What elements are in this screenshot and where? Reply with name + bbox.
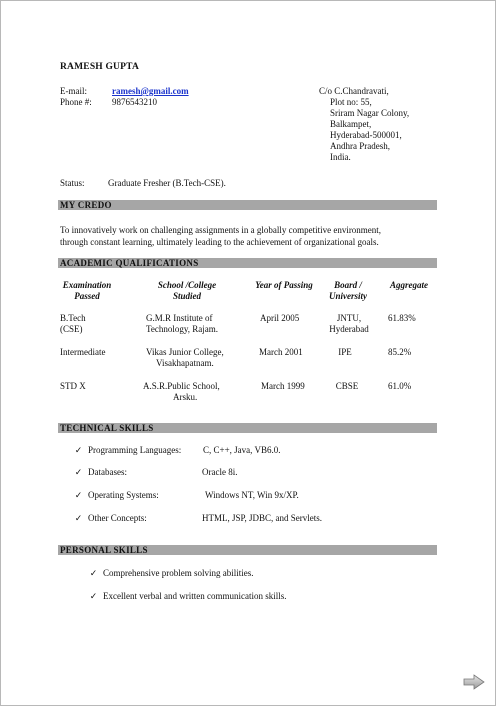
- list-item: [88, 591, 286, 602]
- checkmark-icon: ✓: [74, 445, 83, 455]
- list-item: [88, 568, 253, 579]
- section-heading-credo: MY CREDO: [58, 200, 437, 210]
- table-cell-exam: Intermediate: [60, 347, 106, 357]
- status-label: Status:: [60, 178, 85, 188]
- header-text: Year of Passing: [255, 280, 313, 290]
- skill-value: Oracle 8i.: [202, 467, 238, 477]
- address-line: Plot no: 55,: [330, 97, 372, 107]
- cell-text: G.M.R Institute of: [146, 313, 213, 323]
- table-cell-year: March 2001: [259, 347, 303, 357]
- table-cell-school: [146, 313, 218, 335]
- skill-label: Operating Systems:: [88, 490, 159, 500]
- list-item: [73, 490, 159, 501]
- header-text: Passed: [74, 291, 100, 301]
- header-text: Board /: [334, 280, 362, 290]
- skill-value: Windows NT, Win 9x/XP.: [205, 490, 299, 500]
- column-header-exam: [58, 280, 116, 302]
- skill-value: C, C++, Java, VB6.0.: [203, 445, 281, 455]
- candidate-name: RAMESH GUPTA: [60, 62, 140, 72]
- table-cell-aggregate: 61.83%: [388, 313, 416, 323]
- table-cell-aggregate: 61.0%: [388, 381, 412, 391]
- cell-text: Technology, Rajam.: [146, 324, 219, 334]
- cell-text: (CSE): [60, 324, 83, 334]
- cell-text: Visakhapatnam.: [156, 358, 214, 368]
- list-item: [73, 445, 181, 456]
- table-cell-board: IPE: [338, 347, 352, 357]
- address-line: Hyderabad-500001,: [330, 130, 402, 140]
- section-heading-personal: PERSONAL SKILLS: [58, 545, 437, 555]
- list-item: [73, 513, 147, 524]
- table-cell-exam: STD X: [60, 381, 86, 391]
- header-text: Examination: [62, 280, 112, 290]
- header-text: School /College: [157, 280, 217, 290]
- status-value: Graduate Fresher (B.Tech-CSE).: [108, 178, 226, 188]
- list-item: [73, 467, 127, 478]
- table-cell-school: [143, 381, 220, 403]
- address-block: [319, 86, 409, 163]
- email-link[interactable]: ramesh@gmail.com: [112, 86, 189, 96]
- cell-text: JNTU,: [336, 313, 362, 323]
- table-cell-board: CBSE: [335, 381, 359, 391]
- address-line: C/o C.Chandravati,: [319, 86, 389, 96]
- section-heading-technical: TECHNICAL SKILLS: [58, 423, 437, 433]
- address-line: Andhra Pradesh,: [330, 141, 390, 151]
- column-header-year: [248, 280, 320, 291]
- next-arrow-icon[interactable]: [463, 674, 485, 690]
- column-header-aggregate: [383, 280, 435, 291]
- checkmark-icon: ✓: [74, 467, 83, 477]
- phone-number: 9876543210: [112, 97, 157, 107]
- column-header-board: [319, 280, 377, 302]
- checkmark-icon: ✓: [89, 591, 98, 601]
- table-cell-board: [327, 313, 371, 335]
- skill-value: HTML, JSP, JDBC, and Servlets.: [202, 513, 323, 523]
- table-cell-year: March 1999: [261, 381, 305, 391]
- skill-label: Databases:: [88, 467, 127, 477]
- table-cell-year: April 2005: [260, 313, 300, 323]
- address-line: Sriram Nagar Colony,: [330, 108, 410, 118]
- skill-label: Programming Languages:: [88, 445, 182, 455]
- section-heading-academic: ACADEMIC QUALIFICATIONS: [58, 258, 437, 268]
- skill-label: Other Concepts:: [88, 513, 147, 523]
- cell-text: Arsku.: [173, 392, 198, 402]
- credo-text: [60, 224, 381, 248]
- header-text: University: [329, 291, 367, 301]
- phone-label: Phone #:: [60, 97, 92, 107]
- personal-skill: Excellent verbal and written communication skills.: [103, 591, 287, 601]
- address-line: Balkampet,: [330, 119, 372, 129]
- personal-skill: Comprehensive problem solving abilities.: [103, 568, 254, 578]
- table-cell-aggregate: 85.2%: [388, 347, 412, 357]
- checkmark-icon: ✓: [74, 490, 83, 500]
- cell-text: Hyderabad: [329, 324, 369, 334]
- header-text: Studied: [172, 291, 201, 301]
- checkmark-icon: ✓: [89, 568, 98, 578]
- email-label: E-mail:: [60, 86, 87, 96]
- header-text: Aggregate: [390, 280, 428, 290]
- address-line: India.: [330, 152, 351, 162]
- credo-line: To innovatively work on challenging assignments in a globally competitive environment,: [60, 225, 382, 235]
- cell-text: A.S.R.Public School,: [143, 381, 220, 391]
- checkmark-icon: ✓: [74, 513, 83, 523]
- credo-line: through constant learning, ultimately leading to the achievement of organizational goals.: [60, 237, 379, 247]
- column-header-school: [141, 280, 233, 302]
- table-cell-exam: [60, 313, 86, 335]
- table-cell-school: [146, 347, 224, 369]
- cell-text: B.Tech: [60, 313, 86, 323]
- cell-text: Vikas Junior College,: [146, 347, 224, 357]
